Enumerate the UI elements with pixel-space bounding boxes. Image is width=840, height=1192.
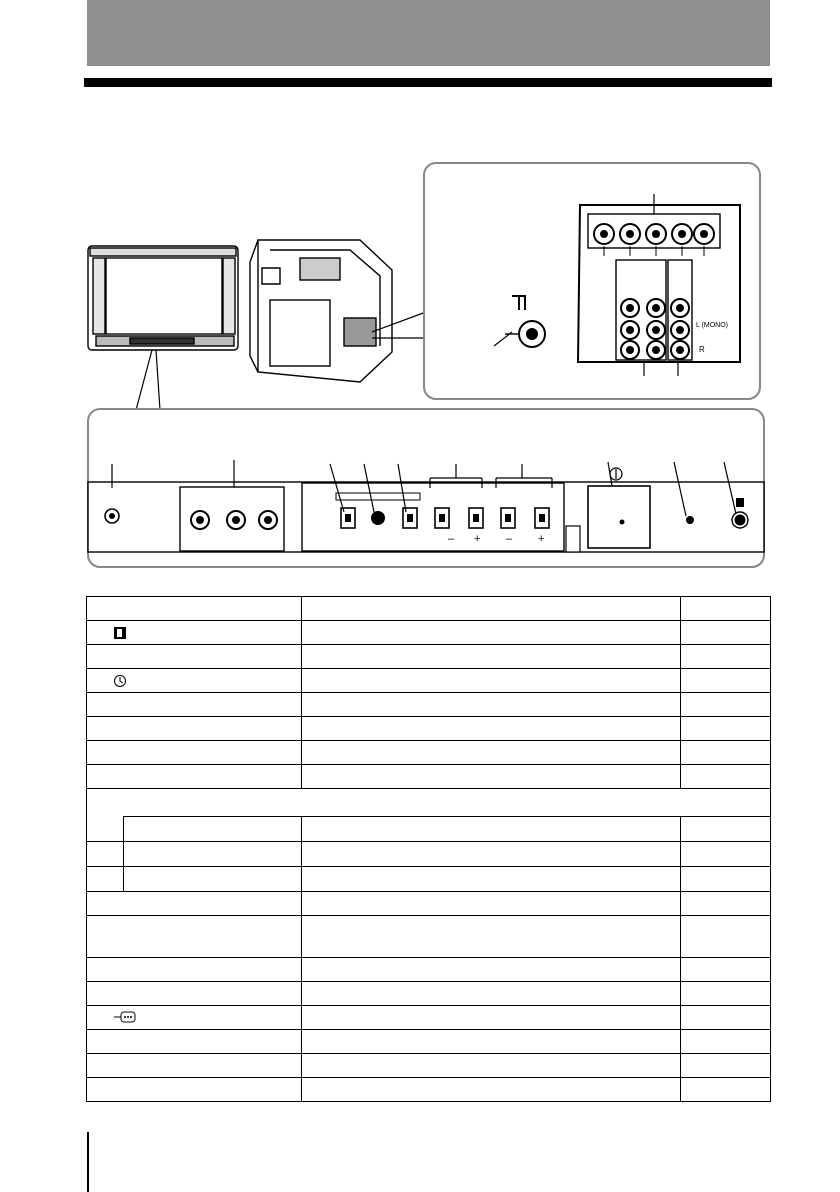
table-row bbox=[87, 717, 771, 741]
table-cell bbox=[681, 957, 771, 981]
table-cell bbox=[302, 621, 681, 645]
table-cell bbox=[87, 866, 302, 891]
table-cell bbox=[302, 1053, 681, 1077]
table-cell bbox=[681, 1029, 771, 1053]
table-cell bbox=[87, 981, 302, 1005]
volume-minus: – bbox=[448, 533, 455, 545]
table-cell bbox=[87, 693, 302, 717]
table-cell bbox=[681, 817, 771, 842]
table-cell bbox=[302, 891, 681, 915]
table-row bbox=[87, 1077, 771, 1101]
table-cell bbox=[302, 817, 681, 842]
table-cell bbox=[302, 841, 681, 866]
front-button bbox=[403, 508, 417, 528]
front-button bbox=[469, 508, 483, 528]
table-cell bbox=[302, 597, 681, 621]
table-sub-row bbox=[87, 841, 771, 866]
table-cell bbox=[302, 915, 681, 957]
table-cell bbox=[681, 621, 771, 645]
table-row bbox=[87, 915, 771, 957]
timer-icon bbox=[113, 674, 127, 688]
table-cell bbox=[302, 669, 681, 693]
av-jack bbox=[647, 299, 665, 317]
table-cell bbox=[87, 1077, 302, 1101]
table-cell bbox=[87, 645, 302, 669]
table-cell bbox=[681, 741, 771, 765]
table-cell bbox=[302, 1077, 681, 1101]
table-cell bbox=[681, 915, 771, 957]
table-sub-row bbox=[87, 866, 771, 891]
front-button bbox=[535, 508, 549, 528]
table-cell bbox=[302, 1029, 681, 1053]
av-input-icon bbox=[113, 1010, 127, 1024]
table-cell bbox=[681, 693, 771, 717]
front-panel-callout bbox=[88, 409, 764, 567]
table-cell bbox=[87, 717, 302, 741]
table-cell bbox=[302, 1005, 681, 1029]
av-jack bbox=[647, 321, 665, 339]
table-cell bbox=[302, 717, 681, 741]
table-cell bbox=[681, 669, 771, 693]
table-row bbox=[87, 597, 771, 621]
table-cell bbox=[87, 669, 302, 693]
table-row bbox=[87, 645, 771, 669]
table-cell bbox=[87, 741, 302, 765]
table-cell bbox=[681, 645, 771, 669]
av-jack bbox=[621, 341, 639, 359]
table-row bbox=[87, 891, 771, 915]
table-cell bbox=[87, 597, 302, 621]
table-row bbox=[87, 957, 771, 981]
table-cell bbox=[681, 841, 771, 866]
table-row bbox=[87, 1029, 771, 1053]
av-jack bbox=[647, 341, 665, 359]
table-cell bbox=[681, 866, 771, 891]
table-cell bbox=[87, 817, 302, 842]
table-cell bbox=[302, 981, 681, 1005]
table-cell bbox=[681, 717, 771, 741]
mono-label: L (MONO) bbox=[696, 322, 729, 329]
table-cell bbox=[681, 1077, 771, 1101]
table-row bbox=[87, 1005, 771, 1029]
table-cell bbox=[302, 741, 681, 765]
table-cell bbox=[87, 1029, 302, 1053]
av-jack bbox=[671, 341, 689, 359]
av-jack bbox=[621, 321, 639, 339]
table-cell bbox=[87, 765, 302, 789]
table-row bbox=[87, 981, 771, 1005]
table-row bbox=[87, 669, 771, 693]
table-cell bbox=[87, 841, 302, 866]
front-button bbox=[501, 508, 515, 528]
front-button bbox=[435, 508, 449, 528]
table-cell bbox=[87, 1053, 302, 1077]
table-row bbox=[87, 741, 771, 765]
right-label: R bbox=[699, 345, 705, 354]
table-cell bbox=[87, 621, 302, 645]
remote-sensor-icon bbox=[113, 626, 127, 640]
av-jack bbox=[671, 299, 689, 317]
av-jack bbox=[621, 299, 639, 317]
table-cell bbox=[87, 957, 302, 981]
select-knob bbox=[371, 511, 385, 525]
table-cell bbox=[681, 981, 771, 1005]
table-cell bbox=[87, 891, 302, 915]
table-cell bbox=[87, 1005, 302, 1029]
table-row bbox=[87, 1053, 771, 1077]
parts-table bbox=[86, 596, 771, 1102]
table-row bbox=[87, 765, 771, 789]
table-cell bbox=[681, 891, 771, 915]
volume-plus: + bbox=[474, 533, 481, 545]
table-cell bbox=[681, 1005, 771, 1029]
group-header-cell bbox=[87, 789, 771, 817]
table-cell bbox=[87, 915, 302, 957]
table-cell bbox=[302, 866, 681, 891]
table-cell bbox=[302, 645, 681, 669]
table-cell bbox=[681, 765, 771, 789]
table-cell bbox=[302, 765, 681, 789]
av-jack bbox=[671, 321, 689, 339]
rear-panel-callout bbox=[424, 163, 760, 399]
table-row bbox=[87, 621, 771, 645]
table-row bbox=[87, 693, 771, 717]
tv-rear bbox=[250, 240, 392, 382]
table-sub-row bbox=[87, 817, 771, 842]
table-cell bbox=[681, 1053, 771, 1077]
table-cell bbox=[681, 597, 771, 621]
table-cell bbox=[302, 693, 681, 717]
page-edge-rule bbox=[87, 1132, 89, 1192]
tv-illustration bbox=[0, 0, 840, 590]
table-group-header bbox=[87, 789, 771, 817]
program-minus: – bbox=[506, 533, 513, 545]
table-cell bbox=[302, 957, 681, 981]
program-plus: + bbox=[538, 533, 545, 545]
tv-front bbox=[88, 246, 238, 350]
